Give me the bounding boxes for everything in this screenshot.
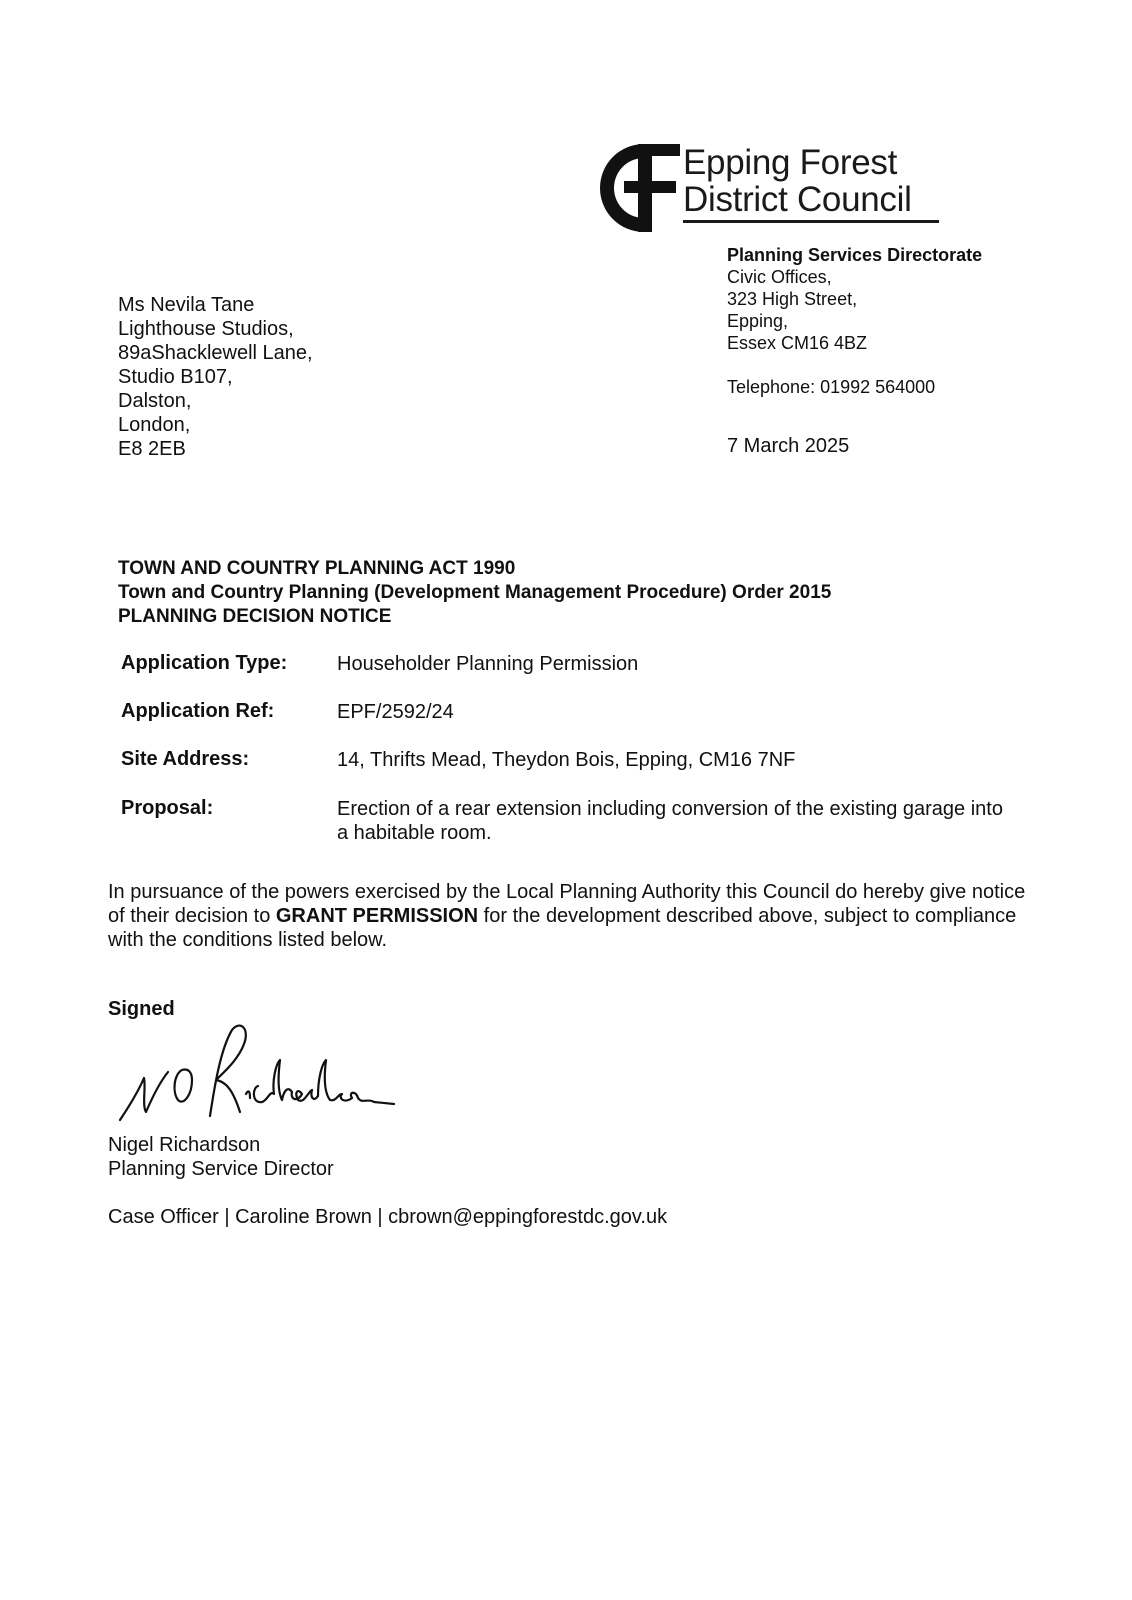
signatory-title: Planning Service Director	[108, 1158, 334, 1180]
signed-label: Signed	[108, 998, 175, 1020]
application-ref-value: EPF/2592/24	[337, 701, 454, 723]
letter-date: 7 March 2025	[727, 435, 850, 457]
site-address-value: 14, Thrifts Mead, Theydon Bois, Epping, CM16 7NF	[337, 749, 796, 771]
sender-address-line: Civic Offices,	[727, 267, 832, 287]
council-emblem-icon	[598, 140, 682, 236]
decision-text-before: In pursuance of the powers exercised by the Local Planning Authority this Council do hereby give notice of their decision to	[108, 881, 1026, 927]
proposal-label: Proposal:	[121, 797, 214, 819]
decision-grant-permission: GRANT PERMISSION	[275, 905, 479, 927]
site-address-label: Site Address:	[121, 748, 250, 770]
sender-address-line: Essex CM16 4BZ	[727, 333, 868, 353]
application-ref-label: Application Ref:	[121, 700, 275, 722]
signatory-block	[108, 1133, 334, 1181]
logo-line-1: Epping Forest	[683, 143, 897, 182]
recipient-line: 89aShacklewell Lane,	[118, 342, 313, 364]
recipient-address-block	[118, 293, 313, 461]
handwritten-signature	[112, 1020, 402, 1135]
recipient-line: E8 2EB	[118, 438, 186, 460]
sender-address-line: 323 High Street,	[727, 289, 858, 309]
recipient-line: London,	[118, 414, 191, 436]
signatory-name: Nigel Richardson	[108, 1134, 261, 1156]
sender-telephone: Telephone: 01992 564000	[727, 377, 936, 397]
recipient-line: Ms Nevila Tane	[118, 294, 255, 316]
council-logo	[598, 140, 943, 236]
application-type-value: Householder Planning Permission	[337, 653, 639, 675]
heading-act: TOWN AND COUNTRY PLANNING ACT 1990	[118, 558, 516, 579]
case-officer-line: Case Officer | Caroline Brown | cbrown@eppingforestdc.gov.uk	[108, 1206, 668, 1228]
decision-text-after: for the development described above, subject to compliance with the conditions listed below.	[108, 905, 1017, 951]
heading-notice-title: PLANNING DECISION NOTICE	[118, 606, 392, 627]
sender-directorate: Planning Services Directorate	[727, 245, 983, 265]
heading-order: Town and Country Planning (Development Management Procedure) Order 2015	[118, 582, 832, 603]
recipient-line: Lighthouse Studios,	[118, 318, 294, 340]
sender-address-line: Epping,	[727, 311, 789, 331]
logo-line-2: District Council	[683, 180, 912, 219]
recipient-line: Dalston,	[118, 390, 192, 412]
logo-underline	[683, 220, 939, 223]
recipient-line: Studio B107,	[118, 366, 233, 388]
decision-paragraph	[108, 880, 1028, 952]
notice-heading	[118, 557, 831, 629]
sender-address-block	[727, 244, 982, 354]
proposal-value: Erection of a rear extension including conversion of the existing garage into a habitable room.	[337, 798, 1003, 844]
application-type-label: Application Type:	[121, 652, 288, 674]
